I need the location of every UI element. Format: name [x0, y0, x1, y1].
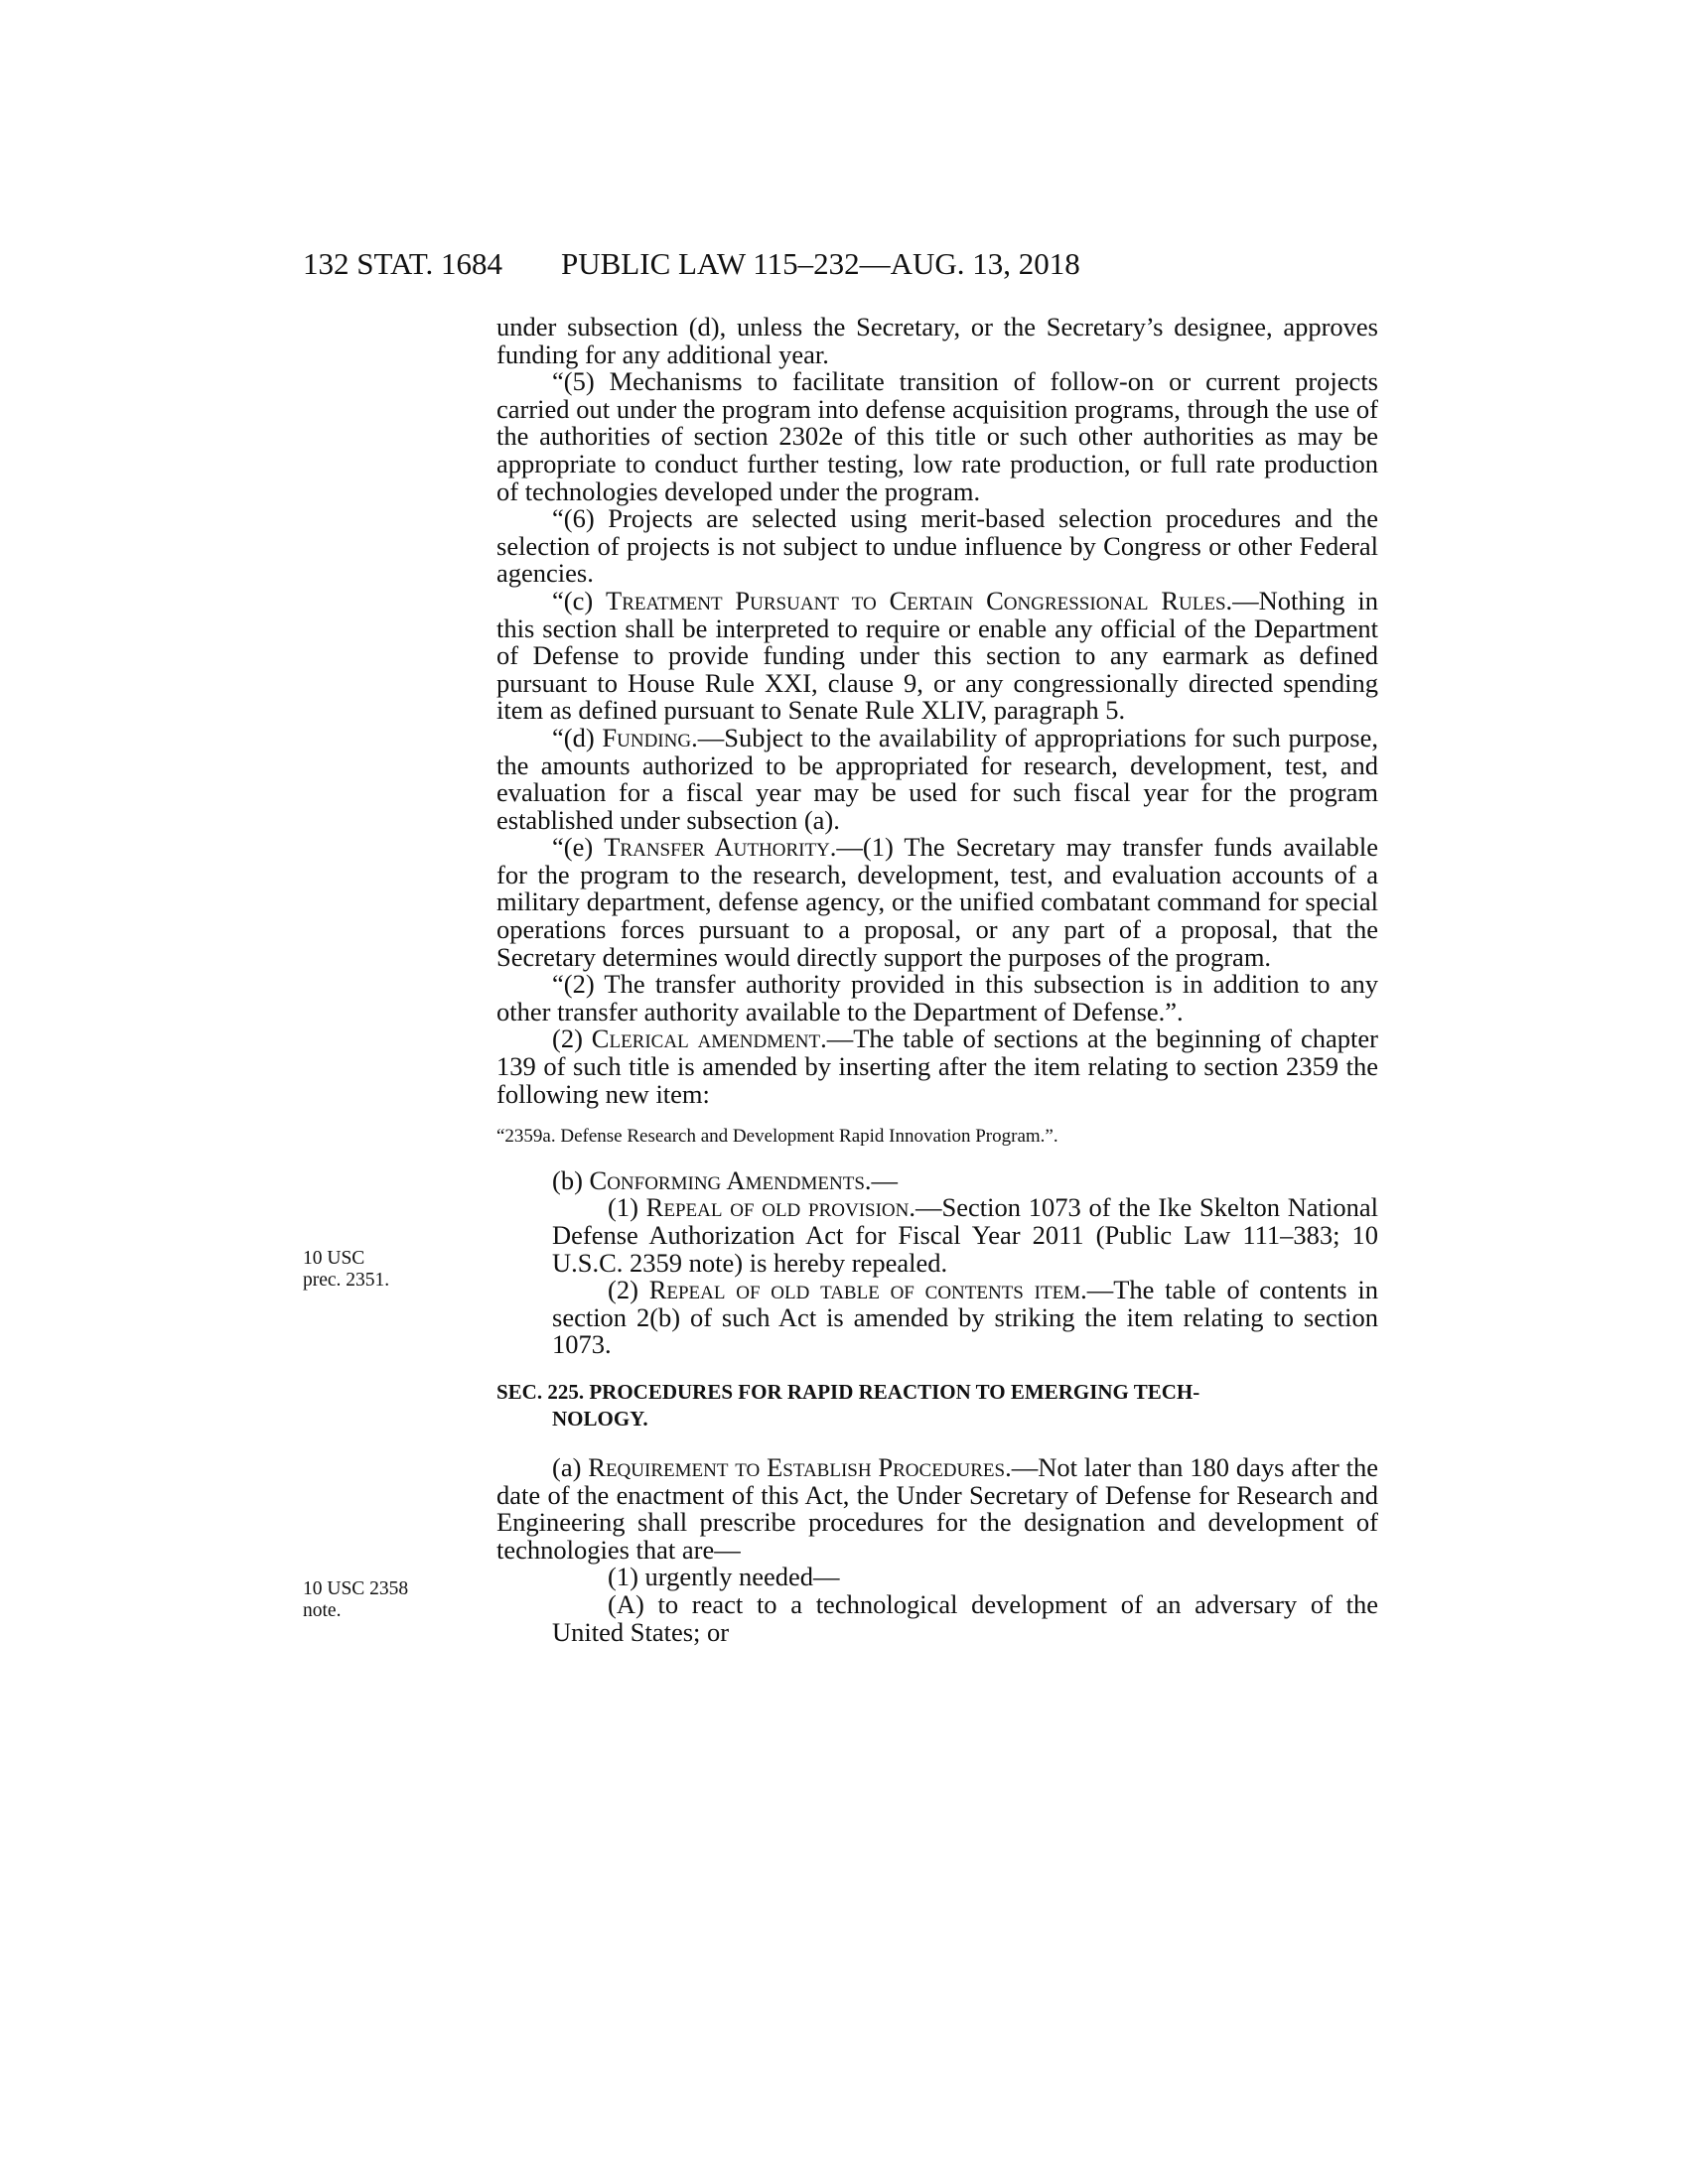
- subsection-d: [496, 722, 1378, 835]
- subsection-a-1-A: (A) to react to a technological development of an adversary of the United States; or: [552, 1588, 1378, 1647]
- margin-note-line: prec. 2351.: [303, 1270, 390, 1291]
- subsection-e: [496, 834, 1378, 971]
- subsection-a: [496, 1451, 1378, 1565]
- subsection-b-heading: Conforming Amendments: [589, 1164, 865, 1195]
- b1-prefix: (1): [608, 1192, 646, 1223]
- margin-note-line: note.: [303, 1600, 342, 1621]
- paragraph-6: “(6) Projects are selected using merit-based selection procedures and the selection of projects is not subject to undue influence by Congress or other Federal agencies.: [496, 503, 1378, 589]
- subsection-a-prefix: (a): [552, 1451, 589, 1482]
- section-heading-line-1: SEC. 225. PROCEDURES FOR RAPID REACTION TO EMERGING TECH-: [496, 1379, 1200, 1404]
- b2-text: .—The table of contents in section 2(b) of such Act is amended by striking the item relating to section 1073.: [552, 1275, 1378, 1360]
- subsection-c-heading: Treatment Pursuant to Certain Congressional Rules: [606, 585, 1226, 615]
- subsection-b-1: [496, 1194, 1378, 1277]
- subsection-e-heading: Transfer Authority: [604, 832, 830, 863]
- new-table-item: “2359a. Defense Research and Development Rapid Innovation Program.”.: [496, 1126, 1058, 1148]
- subsection-b-prefix: (b): [552, 1164, 590, 1195]
- section-heading-line-2: NOLOGY.: [552, 1406, 648, 1431]
- continued-paragraph: under subsection (d), unless the Secretary, or the Secretary’s designee, approves funding for any additional year.: [496, 312, 1378, 369]
- subsection-e-text: .—(1) The Secretary may transfer funds available for the program to the research, development, test, and evaluation accounts of a military department, defense agency, or the unified combatant command for special operations forces pursuant to a proposal, or any part of a proposal, that the Secretary determines would directly support the purposes of the program.: [496, 832, 1378, 972]
- b2-heading: Repeal of old table of contents item: [648, 1275, 1081, 1305]
- clerical-amendment: [496, 1025, 1378, 1108]
- clerical-prefix: (2): [552, 1024, 592, 1054]
- subsection-c-text: .—Nothing in this section shall be interpreted to require or enable any official of the Department of Defense to provide funding under this section to any earmark as defined pursuant to House Rule XXI, clause 9, or any congressionally directed spending item as defined pursuant to Senate Rule XLIV, paragraph 5.: [496, 585, 1378, 726]
- page-title: PUBLIC LAW 115–232—AUG. 13, 2018: [561, 246, 1080, 281]
- margin-note-line: 10 USC 2358: [303, 1578, 409, 1599]
- page-header: [303, 246, 1382, 286]
- subsection-a-heading: Requirement to Establish Procedures: [588, 1451, 1006, 1482]
- subsection-a-text: .—Not later than 180 days after the date of the enactment of this Act, the Under Secretary of Defense for Research and Engineering shall prescribe procedures for the designation and development of technologies that are—: [496, 1451, 1378, 1565]
- subsection-c: [496, 585, 1378, 726]
- subsection-b-2: [496, 1277, 1378, 1359]
- stat-reference: 132 STAT. 1684: [303, 246, 503, 281]
- subsection-c-prefix: “(c): [552, 585, 607, 615]
- margin-note-line: 10 USC: [303, 1248, 365, 1269]
- subsection-a-1: (1) urgently needed—: [608, 1562, 840, 1592]
- b1-heading: Repeal of old provision: [645, 1192, 910, 1223]
- subsection-b-text: .—: [864, 1164, 899, 1195]
- clerical-heading: Clerical amendment: [591, 1024, 821, 1054]
- margin-note-2358: [303, 1578, 432, 1622]
- paragraph-5: “(5) Mechanisms to facilitate transition of follow-on or current projects carried out under the program into defense acquisition programs, through the use of the authorities of section 2302e of this title or such other authorities as may be appropriate to conduct further testing, low rate production, or full rate production of technologies developed under the program.: [496, 366, 1378, 506]
- b2-prefix: (2): [608, 1275, 649, 1305]
- section-225-heading: [496, 1379, 1378, 1433]
- subsection-e-paragraph-2: “(2) The transfer authority provided in this subsection is in addition to any other transfer authority available to the Department of Defense.”.: [496, 969, 1378, 1026]
- b1-text: .—Section 1073 of the Ike Skelton National Defense Authorization Act for Fiscal Year 2011 (Public Law 111–383; 10 U.S.C. 2359 note) is hereby repealed.: [552, 1192, 1378, 1278]
- subsection-d-prefix: “(d): [552, 722, 603, 752]
- subsection-b: [496, 1164, 1378, 1195]
- clerical-text: .—The table of sections at the beginning of chapter 139 of such title is amended by inserting after the item relating to section 2359 the following new item:: [496, 1024, 1378, 1109]
- document-body: [496, 314, 1378, 1646]
- subsection-e-prefix: “(e): [552, 832, 605, 863]
- subsection-d-text: .—Subject to the availability of appropriations for such purpose, the amounts authorized to be appropriated for research, development, test, and evaluation for a fiscal year may be used for such fiscal year for the program established under subsection (a).: [496, 722, 1378, 835]
- margin-note-prec-2351: [303, 1248, 432, 1292]
- subsection-d-heading: Funding: [602, 722, 692, 752]
